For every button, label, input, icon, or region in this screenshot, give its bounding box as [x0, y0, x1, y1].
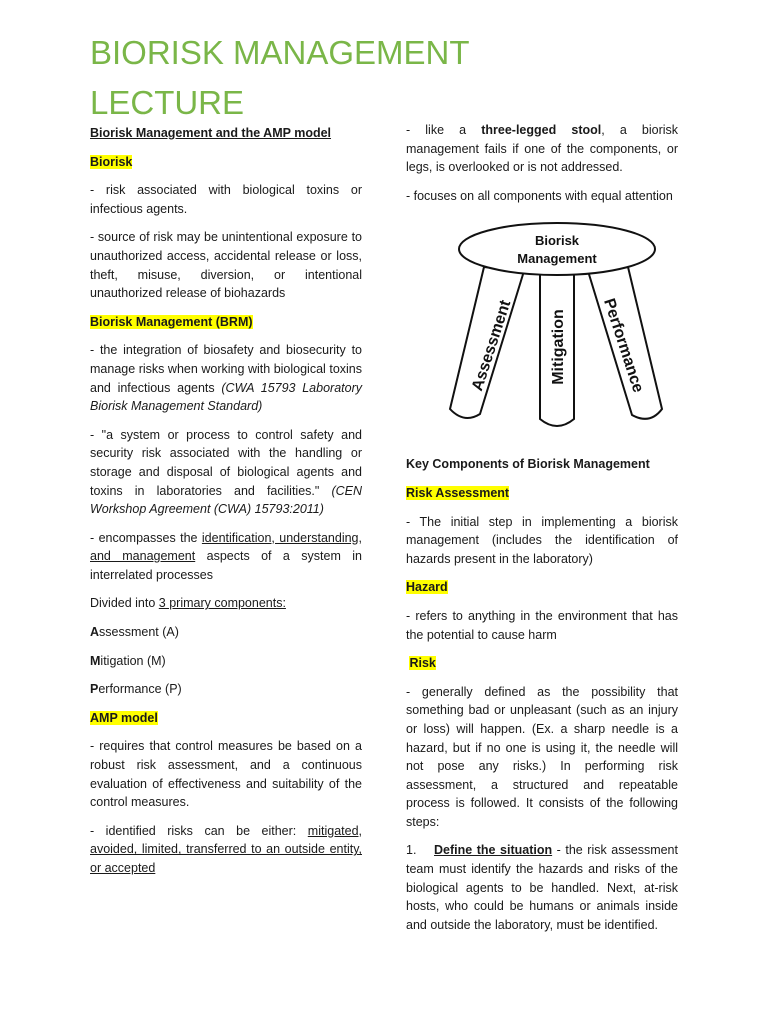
hazard-label: Hazard: [406, 580, 448, 595]
title-line-2: LECTURE: [90, 84, 245, 121]
risk-text: - generally defined as the possibility that something bad or unpleasant (such as an injury or loss) will happen. (Ex. a sharp needle is a hazard, but if no one is using it, the needle will not pose any risks.) In performing risk assessment, a structured and repeatable process is followed. It consists of the following steps:: [406, 684, 678, 829]
biorisk-source: - source of risk may be unintentional exposure to unauthorized access, accidental release or loss, theft, misuse, diversion, or intentional unauthorized release of biohazards: [90, 230, 362, 301]
stool-analogy: - like a three-legged stool, a biorisk management fails if one of the components, or legs, is overlooked or is not addressed.: [406, 123, 679, 175]
leg-label-mitigation: Mitigation: [550, 309, 567, 386]
section-heading: Biorisk Management and the AMP model: [90, 126, 332, 140]
seat-label-biorisk: Biorisk: [534, 233, 580, 249]
brm-citation-1: (CWA 15793 Laboratory Biorisk Management Standard): [90, 380, 362, 414]
component-performance: Performance (P): [90, 682, 182, 697]
stool-seat: [459, 223, 655, 275]
biorisk-label: Biorisk: [90, 154, 133, 169]
step-1: 1. Define the situation - the risk assessment team must identify the hazards and risks of the biological agents to be handled. Next, at-risk hosts, who could be humans or animals inside and outside the laboratory, must be identified.: [406, 843, 678, 932]
leg-label-performance: Performance: [600, 296, 647, 396]
equal-attention: - focuses on all components with equal attention: [406, 188, 673, 203]
step-1-title: Define the situation: [434, 843, 553, 858]
stool-diagram: [436, 219, 678, 439]
amp-label: AMP model: [90, 710, 158, 725]
brm-encompasses: - encompasses the identification, understanding, and management aspects of a system in interrelated processes: [90, 530, 362, 582]
biorisk-definition: - risk associated with biological toxins or infectious agents.: [90, 183, 362, 216]
right-column: [406, 121, 678, 944]
brm-integration: - the integration of biosafety and biosecurity to manage risks when working with biological toxins and infectious agents (CWA 15793 Laboratory Biorisk Management Standard): [90, 343, 362, 414]
amp-requires: - requires that control measures be based on a robust risk assessment, and a continuous evaluation of effectiveness and suitability of the control measures.: [90, 739, 362, 810]
risk-label: Risk: [409, 656, 436, 671]
left-column: [90, 124, 362, 888]
brm-citation-2: (CEN Workshop Agreement (CWA) 15793:2011): [90, 483, 362, 517]
seat-label-management: Management: [517, 251, 597, 267]
risk-assessment-label: Risk Assessment: [406, 485, 510, 500]
leg-label-assessment: Assessment: [469, 298, 515, 394]
component-mitigation: Mitigation (M): [90, 653, 166, 668]
brm-label: Biorisk Management (BRM): [90, 314, 253, 329]
key-components-heading: Key Components of Biorisk Management: [406, 457, 650, 472]
hazard-text: - refers to anything in the environment that has the potential to cause harm: [406, 608, 678, 642]
component-assessment: Assessment (A): [90, 625, 179, 640]
brm-system-quote: - "a system or process to control safety and security risk associated with the handling or storage and disposal of biological agents and toxins in laboratories and facilities." (CEN Workshop Agreement (CWA) 15793:2011): [90, 427, 362, 517]
amp-risks: - identified risks can be either: mitigated, avoided, limited, transferred to an outside entity, or accepted: [90, 823, 362, 875]
page-title: [90, 28, 470, 128]
divided-into: Divided into 3 primary components:: [90, 596, 286, 611]
title-line-1: BIORISK MANAGEMENT: [90, 34, 470, 71]
risk-assessment-text: - The initial step in implementing a biorisk management (includes the identification of hazards present in the laboratory): [406, 514, 678, 566]
